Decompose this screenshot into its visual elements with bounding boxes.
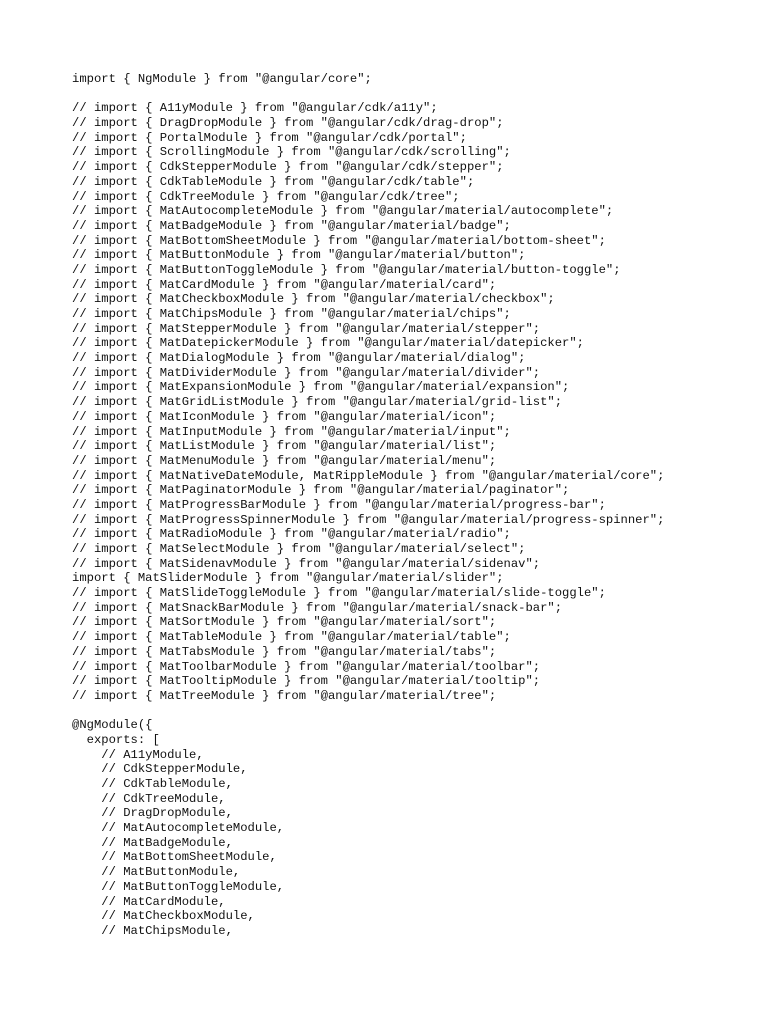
code-line: // import { CdkTreeModule } from "@angular/cdk/tree"; — [72, 189, 460, 204]
code-line: // import { MatListModule } from "@angular/material/list"; — [72, 439, 497, 454]
code-line: // CdkTableModule, — [72, 777, 233, 791]
code-line: // import { MatSnackBarModule } from "@angular/material/snack-bar"; — [72, 600, 563, 615]
code-line: // import { MatPaginatorModule } from "@angular/material/paginator"; — [72, 483, 570, 498]
code-line: // import { DragDropModule } from "@angular/cdk/drag-drop"; — [72, 116, 504, 131]
code-line: // import { MatNativeDateModule, MatRippleModule } from "@angular/material/core"; — [72, 468, 665, 483]
code-line: // import { MatProgressSpinnerModule } from "@angular/material/progress-spinner"; — [72, 512, 665, 527]
code-line: // CdkTreeModule, — [72, 791, 226, 806]
code-line: // import { MatButtonModule } from "@angular/material/button"; — [72, 248, 526, 263]
code-line: // MatChipsModule, — [72, 923, 233, 938]
code-line: // import { MatIconModule } from "@angular/material/icon"; — [72, 409, 497, 424]
code-line: // MatButtonModule, — [72, 865, 241, 880]
code-line: // import { MatTableModule } from "@angular/material/table"; — [72, 630, 511, 645]
code-line: // MatBottomSheetModule, — [72, 850, 277, 865]
code-line: // import { A11yModule } from "@angular/cdk/a11y"; — [72, 101, 438, 116]
code-line: // import { MatProgressBarModule } from "@angular/material/progress-bar"; — [72, 497, 606, 512]
code-line: // import { MatRadioModule } from "@angular/material/radio"; — [72, 527, 511, 542]
code-line: import { NgModule } from "@angular/core"; — [72, 72, 372, 86]
code-line: // import { MatToolbarModule } from "@angular/material/toolbar"; — [72, 659, 541, 674]
code-line: // import { CdkTableModule } from "@angular/cdk/table"; — [72, 174, 475, 189]
code-line: exports: [ — [72, 732, 160, 747]
code-line: // import { MatBadgeModule } from "@angular/material/badge"; — [72, 218, 511, 233]
document-page — [72, 72, 752, 939]
code-line: // import { MatMenuModule } from "@angular/material/menu"; — [72, 453, 497, 468]
code-line: // import { MatSelectModule } from "@angular/material/select"; — [72, 542, 526, 556]
code-line: // import { MatInputModule } from "@angular/material/input"; — [72, 424, 511, 439]
code-line: // MatAutocompleteModule, — [72, 821, 285, 836]
code-line: // MatBadgeModule, — [72, 835, 233, 850]
code-line: // import { MatSortModule } from "@angular/material/sort"; — [72, 615, 497, 630]
code-line: // import { MatDialogModule } from "@angular/material/dialog"; — [72, 351, 526, 366]
code-line: // MatCardModule, — [72, 894, 226, 909]
code-line: // import { MatCardModule } from "@angular/material/card"; — [72, 277, 497, 292]
code-line: // import { MatAutocompleteModule } from "@angular/material/autocomplete"; — [72, 204, 614, 219]
code-block — [72, 72, 752, 939]
code-line: // import { MatChipsModule } from "@angular/material/chips"; — [72, 307, 511, 321]
code-line: // import { MatBottomSheetModule } from "@angular/material/bottom-sheet"; — [72, 233, 606, 248]
code-line: // import { MatSidenavModule } from "@angular/material/sidenav"; — [72, 556, 541, 571]
code-line: // import { MatExpansionModule } from "@angular/material/expansion"; — [72, 380, 570, 395]
blank-line — [72, 87, 752, 102]
code-line: // A11yModule, — [72, 747, 204, 762]
code-line: // import { ScrollingModule } from "@angular/cdk/scrolling"; — [72, 145, 511, 160]
code-line: // import { MatCheckboxModule } from "@angular/material/checkbox"; — [72, 292, 555, 307]
code-line: // import { MatDatepickerModule } from "@angular/material/datepicker"; — [72, 336, 584, 351]
code-line: // import { MatSlideToggleModule } from "@angular/material/slide-toggle"; — [72, 586, 606, 601]
code-line: // import { PortalModule } from "@angular/cdk/portal"; — [72, 130, 467, 145]
code-line: // DragDropModule, — [72, 806, 233, 821]
code-line: // MatCheckboxModule, — [72, 909, 255, 924]
code-line: // MatButtonToggleModule, — [72, 879, 285, 894]
code-line: // import { MatTabsModule } from "@angular/material/tabs"; — [72, 644, 497, 659]
code-line: // import { MatStepperModule } from "@angular/material/stepper"; — [72, 321, 541, 336]
code-line: @NgModule({ — [72, 718, 153, 733]
code-line: import { MatSliderModule } from "@angular/material/slider"; — [72, 571, 504, 586]
code-line: // import { MatButtonToggleModule } from "@angular/material/button-toggle"; — [72, 262, 621, 277]
code-line: // import { MatDividerModule } from "@angular/material/divider"; — [72, 365, 541, 380]
code-line: // import { MatTooltipModule } from "@angular/material/tooltip"; — [72, 674, 541, 689]
code-line: // CdkStepperModule, — [72, 762, 248, 777]
code-line: // import { MatGridListModule } from "@angular/material/grid-list"; — [72, 395, 563, 410]
code-line: // import { CdkStepperModule } from "@angular/cdk/stepper"; — [72, 160, 504, 175]
code-line: // import { MatTreeModule } from "@angular/material/tree"; — [72, 688, 497, 703]
blank-line — [72, 704, 752, 719]
